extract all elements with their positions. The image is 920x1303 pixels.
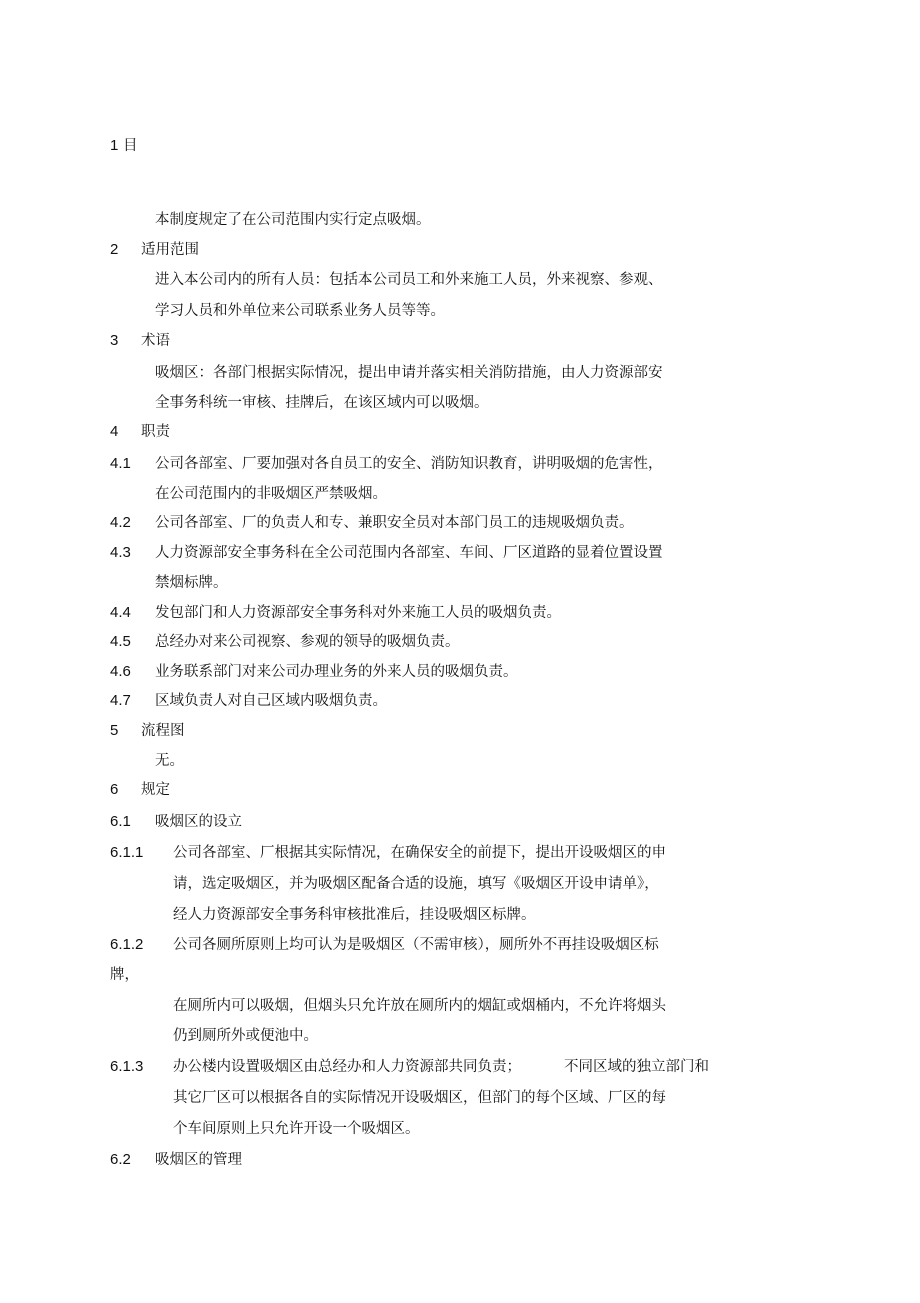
item-line: 请，选定吸烟区，并为吸烟区配备合适的设施，填写《吸烟区开设申请单》， — [173, 876, 659, 892]
section-5-body: 无。 — [155, 753, 184, 769]
item-number: 4.1 — [110, 455, 131, 472]
item-number: 4.6 — [110, 663, 131, 680]
section-2-body-line: 进入本公司内的所有人员：包括本公司员工和外来施工人员，外来视察、参观、 — [155, 272, 663, 288]
item-line: 公司各厕所原则上均可认为是吸烟区（不需审核），厕所外不再挂设吸烟区标 — [173, 937, 659, 953]
subsection-title: 吸烟区的管理 — [155, 1152, 242, 1168]
item-line: 业务联系部门对来公司办理业务的外来人员的吸烟负责。 — [155, 664, 518, 680]
item-number: 4.4 — [110, 604, 131, 621]
item-number: 4.5 — [110, 633, 131, 650]
section-6-number: 6 — [110, 781, 119, 798]
section-1-number: 1 — [110, 137, 119, 154]
subsection-number: 6.2 — [110, 1151, 131, 1168]
section-1-title: 目 — [123, 138, 138, 154]
section-3-body-line: 全事务科统一审核、挂牌后，在该区域内可以吸烟。 — [155, 395, 489, 411]
item-number: 4.7 — [110, 692, 131, 709]
section-6-title: 规定 — [141, 782, 170, 798]
item-line: 仍到厕所外或便池中。 — [173, 1028, 318, 1044]
item-line: 其它厂区可以根据各自的实际情况开设吸烟区，但部门的每个区域、厂区的每 — [173, 1090, 666, 1106]
item-line: 不同区域的独立部门和 — [564, 1059, 709, 1075]
item-number: 4.3 — [110, 544, 131, 561]
subsection-title: 吸烟区的设立 — [155, 814, 242, 830]
section-5-number: 5 — [110, 722, 119, 739]
item-line: 发包部门和人力资源部安全事务科对外来施工人员的吸烟负责。 — [155, 605, 561, 621]
item-line: 经人力资源部安全事务科审核批准后，挂设吸烟区标牌。 — [173, 907, 536, 923]
item-line: 禁烟标牌。 — [155, 575, 228, 591]
item-line: 在公司范围内的非吸烟区严禁吸烟。 — [155, 486, 387, 502]
subsection-number: 6.1 — [110, 813, 131, 830]
item-line: 办公楼内设置吸烟区由总经办和人力资源部共同负责； — [173, 1059, 521, 1075]
section-3-body-line: 吸烟区：各部门根据实际情况，提出申请并落实相关消防措施，由人力资源部安 — [155, 365, 663, 381]
section-2-title: 适用范围 — [141, 242, 199, 258]
section-1-body: 本制度规定了在公司范围内实行定点吸烟。 — [155, 212, 431, 228]
section-3-title: 术语 — [141, 333, 170, 349]
item-line: 个车间原则上只允许开设一个吸烟区。 — [173, 1121, 420, 1137]
section-4-number: 4 — [110, 423, 119, 440]
section-2-number: 2 — [110, 241, 119, 258]
section-3-number: 3 — [110, 332, 119, 349]
item-line: 公司各部室、厂要加强对各自员工的安全、消防知识教育，讲明吸烟的危害性， — [155, 456, 663, 472]
section-2-body-line: 学习人员和外单位来公司联系业务人员等等。 — [155, 303, 445, 319]
item-line: 人力资源部安全事务科在全公司范围内各部室、车间、厂区道路的显着位置设置 — [155, 545, 663, 561]
section-5-title: 流程图 — [141, 723, 185, 739]
item-number: 6.1.2 — [110, 936, 144, 953]
item-line: 公司各部室、厂的负责人和专、兼职安全员对本部门员工的违规吸烟负责。 — [155, 515, 634, 531]
section-4-title: 职责 — [141, 424, 170, 440]
item-number: 6.1.1 — [110, 844, 144, 861]
item-line: 区域负责人对自己区域内吸烟负责。 — [155, 693, 387, 709]
item-line: 公司各部室、厂根据其实际情况，在确保安全的前提下，提出开设吸烟区的申 — [173, 845, 666, 861]
item-line: 在厕所内可以吸烟，但烟头只允许放在厕所内的烟缸或烟桶内，不允许将烟头 — [173, 998, 666, 1014]
item-line: 总经办对来公司视察、参观的领导的吸烟负责。 — [155, 634, 460, 650]
item-line: 牌， — [110, 967, 139, 983]
item-number: 4.2 — [110, 514, 131, 531]
item-number: 6.1.3 — [110, 1058, 144, 1075]
